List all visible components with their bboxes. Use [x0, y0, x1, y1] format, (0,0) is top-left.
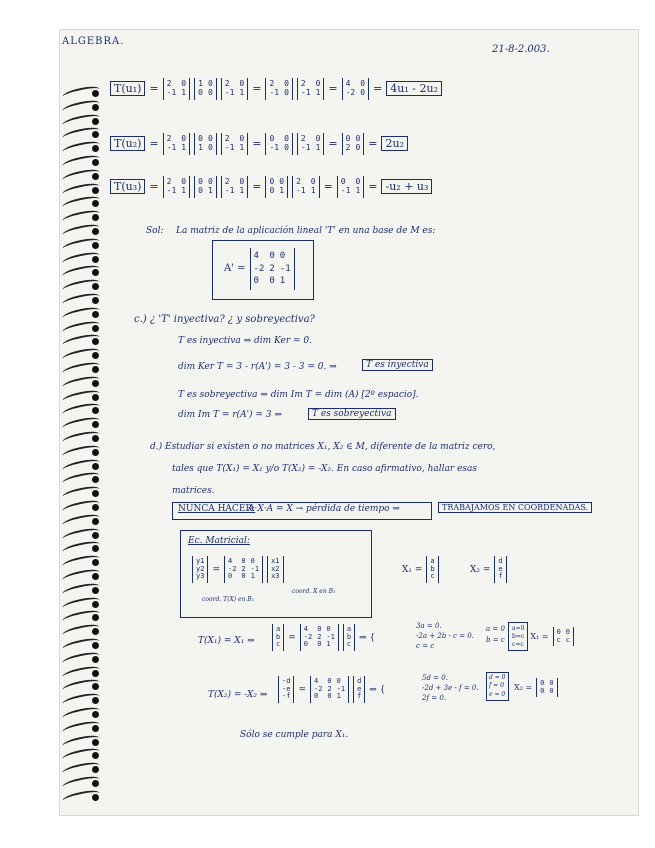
part-c-line1: T es inyectiva ⇔ dim Ker = 0.	[178, 336, 312, 346]
binding-hole	[92, 366, 99, 373]
part-c-line2: dim Ker T = 3 - r(A') = 3 - 3 = 0. ⇒	[178, 362, 337, 372]
part-d-line1: d.) Estudiar si existen o no matrices X₁, X₂ ∈ M, diferente de la matriz cero,	[150, 442, 496, 452]
transform-row-1: T(u₁) = 2 0 -1 1 1 0 0 0 2 0 -1 1 = 2 0 -1 0 2 0 -1 1 = 4 0 -2 0 = 4u₁ - 2u₂	[108, 78, 444, 100]
binding-hole	[92, 104, 99, 111]
binding-hole	[92, 242, 99, 249]
eq-x1-result: a=0 b=c c=c X₁ = 0 0 c c	[508, 622, 576, 651]
part-c-line3: T es sobreyectiva ⇔ dim Im T = dim (A) [2º espacio].	[178, 390, 419, 400]
x1-vector: X₁ = a b c	[400, 556, 441, 583]
transform-result: -u₂ + u₃	[381, 179, 432, 194]
sol-prefix: Sol:	[146, 226, 164, 236]
nunca-label: NUNCA HACER:	[178, 504, 256, 514]
ec-note-right: coord. X en B₁	[292, 588, 336, 595]
transform-label: T(u₂)	[110, 136, 145, 151]
binding-hole	[92, 311, 99, 318]
binding-hole	[92, 573, 99, 580]
binding-hole	[92, 145, 99, 152]
binding-hole	[92, 532, 99, 539]
binding-hole	[92, 338, 99, 345]
binding-hole	[92, 435, 99, 442]
spiral-binding	[62, 88, 102, 808]
binding-hole	[92, 407, 99, 414]
eq-x2-matrices: -d -e -f = 4 0 0 -2 2 -1 0 0 1 d e f ⇒ {	[276, 676, 387, 703]
binding-hole	[92, 283, 99, 290]
binding-hole	[92, 269, 99, 276]
sol-text: La matriz de la aplicación lineal 'T' en una base de M es:	[176, 226, 436, 236]
binding-hole	[92, 214, 99, 221]
binding-hole	[92, 476, 99, 483]
matrix-label: A' =	[224, 263, 246, 275]
transform-result: 4u₁ - 2u₂	[386, 81, 442, 96]
binding-hole	[92, 159, 99, 166]
binding-hole	[92, 131, 99, 138]
sol-matrix: A' = 4 0 0 -2 2 -1 0 0 1	[222, 248, 297, 290]
transform-label: T(u₁)	[110, 81, 145, 96]
eq-x1-matrices: a b c = 4 0 0 -2 2 -1 0 0 1 a b c ⇒ {	[270, 624, 377, 651]
page-date: 21-8-2.003.	[492, 44, 550, 55]
binding-hole	[92, 518, 99, 525]
transform-row-3: T(u₃) = 2 0 -1 1 0 0 0 1 2 0 -1 1 = 0 0 0 1 2 0 -1 1 = 0 0 -1 1 = -u₂ + u₃	[108, 176, 434, 198]
part-c-line4: dim Im T = r(A') = 3 ⇒	[178, 410, 282, 420]
binding-hole	[92, 394, 99, 401]
binding-hole	[92, 187, 99, 194]
ec-note-left: coord. T(X) en B₁	[202, 596, 255, 603]
part-c-question: c.) ¿ 'T' inyectiva? ¿ y sobreyectiva?	[134, 314, 315, 325]
binding-hole	[92, 656, 99, 663]
transform-label: T(u₃)	[110, 179, 145, 194]
nunca-text: A·X·A = X → pérdida de tiempo ⇒	[248, 504, 400, 514]
x1-label: X₁ =	[402, 564, 423, 575]
binding-hole	[92, 352, 99, 359]
binding-hole	[92, 325, 99, 332]
binding-hole	[92, 256, 99, 263]
eq-x2-solution: d = 0 f = 0 e = 0	[486, 672, 509, 701]
part-d-line2: tales que T(X₁) = X₁ y/o T(X₂) = -X₂. En caso afirmativo, hallar esas	[172, 464, 477, 474]
trabajar-box: TRABAJAMOS EN COORDENADAS.	[438, 502, 592, 513]
closing-note: Sólo se cumple para X₁.	[240, 730, 349, 740]
part-c-box2: T es sobreyectiva	[308, 408, 396, 420]
binding-hole	[92, 490, 99, 497]
x2-label: X₂ =	[470, 564, 491, 575]
binding-hole	[92, 628, 99, 635]
binding-hole	[92, 794, 99, 801]
eq-x1-system: 3a = 0. -2a + 2b - c = 0. c = c	[416, 622, 474, 650]
eq-x2-system: 5d = 0. -2d + 3e - f = 0. 2f = 0.	[422, 674, 479, 702]
binding-hole	[92, 228, 99, 235]
binding-hole	[92, 118, 99, 125]
binding-hole	[92, 739, 99, 746]
binding-hole	[92, 463, 99, 470]
eq-x1-solution: a = 0 b = c	[486, 625, 505, 644]
part-c-box1: T es inyectiva	[362, 359, 433, 371]
binding-hole	[92, 725, 99, 732]
binding-hole	[92, 780, 99, 787]
binding-hole	[92, 642, 99, 649]
transform-row-2: T(u₂) = 2 0 -1 1 0 0 1 0 2 0 -1 1 = 0 0 -1 0 2 0 -1 1 = 0 0 2 0 = 2u₂	[108, 133, 410, 155]
binding-hole	[92, 559, 99, 566]
binding-hole	[92, 421, 99, 428]
eq-x1-lhs: T(X₁) = X₁ ⇔	[198, 636, 255, 646]
binding-hole	[92, 587, 99, 594]
binding-hole	[92, 670, 99, 677]
eq-x2-result: X₂ = 0 0 0 0	[512, 678, 560, 697]
transform-result: 2u₂	[381, 136, 408, 151]
binding-hole	[92, 173, 99, 180]
binding-hole	[92, 297, 99, 304]
binding-hole	[92, 697, 99, 704]
binding-hole	[92, 380, 99, 387]
binding-hole	[92, 683, 99, 690]
binding-hole	[92, 766, 99, 773]
binding-hole	[92, 545, 99, 552]
eq-x2-lhs: T(X₂) = -X₂ ⇔	[208, 690, 268, 700]
x2-vector: X₂ = d e f	[468, 556, 509, 583]
binding-hole	[92, 711, 99, 718]
binding-hole	[92, 504, 99, 511]
ec-matricial-equation: y1 y2 y3 = 4 0 0 -2 2 -1 0 0 1 x1 x2 x3	[190, 556, 286, 583]
ec-matricial-title: Ec. Matricial:	[188, 536, 250, 546]
binding-hole	[92, 449, 99, 456]
binding-hole	[92, 200, 99, 207]
part-d-line3: matrices.	[172, 486, 215, 496]
binding-hole	[92, 614, 99, 621]
binding-hole	[92, 601, 99, 608]
binding-hole	[92, 752, 99, 759]
binding-hole	[92, 90, 99, 97]
subject-title: ALGEBRA.	[62, 36, 125, 47]
